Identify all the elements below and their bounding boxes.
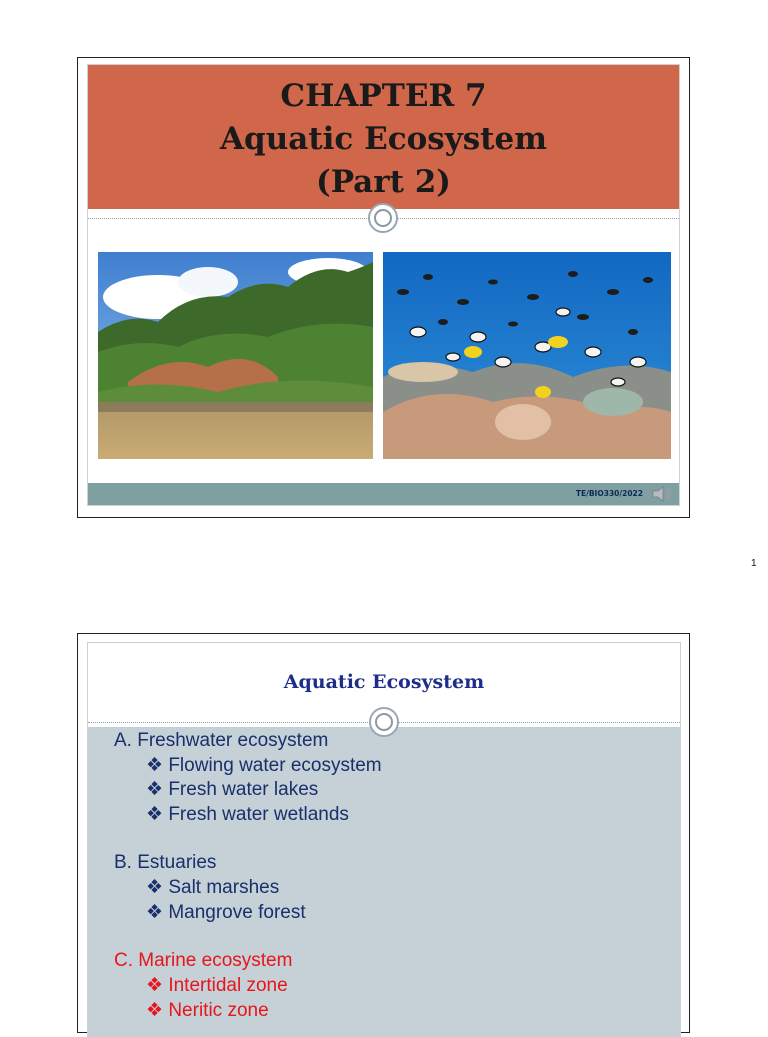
diamond-bullet-icon: ❖ <box>146 755 164 776</box>
chapter-subtitle: Aquatic Ecosystem <box>219 121 548 157</box>
list-item: ❖ Flowing water ecosystem <box>146 755 382 776</box>
diamond-bullet-icon: ❖ <box>146 975 164 996</box>
course-code: TE/BIO330/2022 <box>575 489 643 498</box>
slide-1-frame <box>87 64 680 506</box>
circle-ornament-icon <box>368 203 398 233</box>
list-item: ❖ Fresh water wetlands <box>146 804 349 825</box>
section-c-heading: C. Marine ecosystem <box>114 950 293 971</box>
slide-1 <box>77 57 690 518</box>
list-item: ❖ Fresh water lakes <box>146 779 319 800</box>
list-item: ❖ Neritic zone <box>146 1000 269 1021</box>
section-a-heading: A. Freshwater ecosystem <box>114 730 329 751</box>
diamond-bullet-icon: ❖ <box>146 902 164 923</box>
slide-2 <box>77 633 690 1033</box>
diamond-bullet-icon: ❖ <box>146 877 164 898</box>
slide-title: Aquatic Ecosystem <box>283 671 485 693</box>
list-item: ❖ Salt marshes <box>146 877 280 898</box>
title-band <box>88 65 679 209</box>
circle-ornament-icon <box>369 707 399 737</box>
speaker-icon[interactable] <box>651 485 673 503</box>
list-item: ❖ Intertidal zone <box>146 975 288 996</box>
diamond-bullet-icon: ❖ <box>146 804 164 825</box>
diamond-bullet-icon: ❖ <box>146 1000 164 1021</box>
slide-2-content <box>88 727 680 1037</box>
slide-2-frame <box>87 642 681 1037</box>
footer-bar <box>88 483 679 505</box>
list-item: ❖ Mangrove forest <box>146 902 306 923</box>
forest-river-photo <box>98 252 373 459</box>
chapter-part: (Part 2) <box>316 164 451 200</box>
page-number: 1 <box>751 558 757 569</box>
slide-2-header <box>88 643 680 727</box>
coral-reef-fish-photo <box>383 252 671 459</box>
section-b-heading: B. Estuaries <box>114 852 217 873</box>
chapter-title: CHAPTER 7 <box>280 78 487 114</box>
diamond-bullet-icon: ❖ <box>146 779 164 800</box>
